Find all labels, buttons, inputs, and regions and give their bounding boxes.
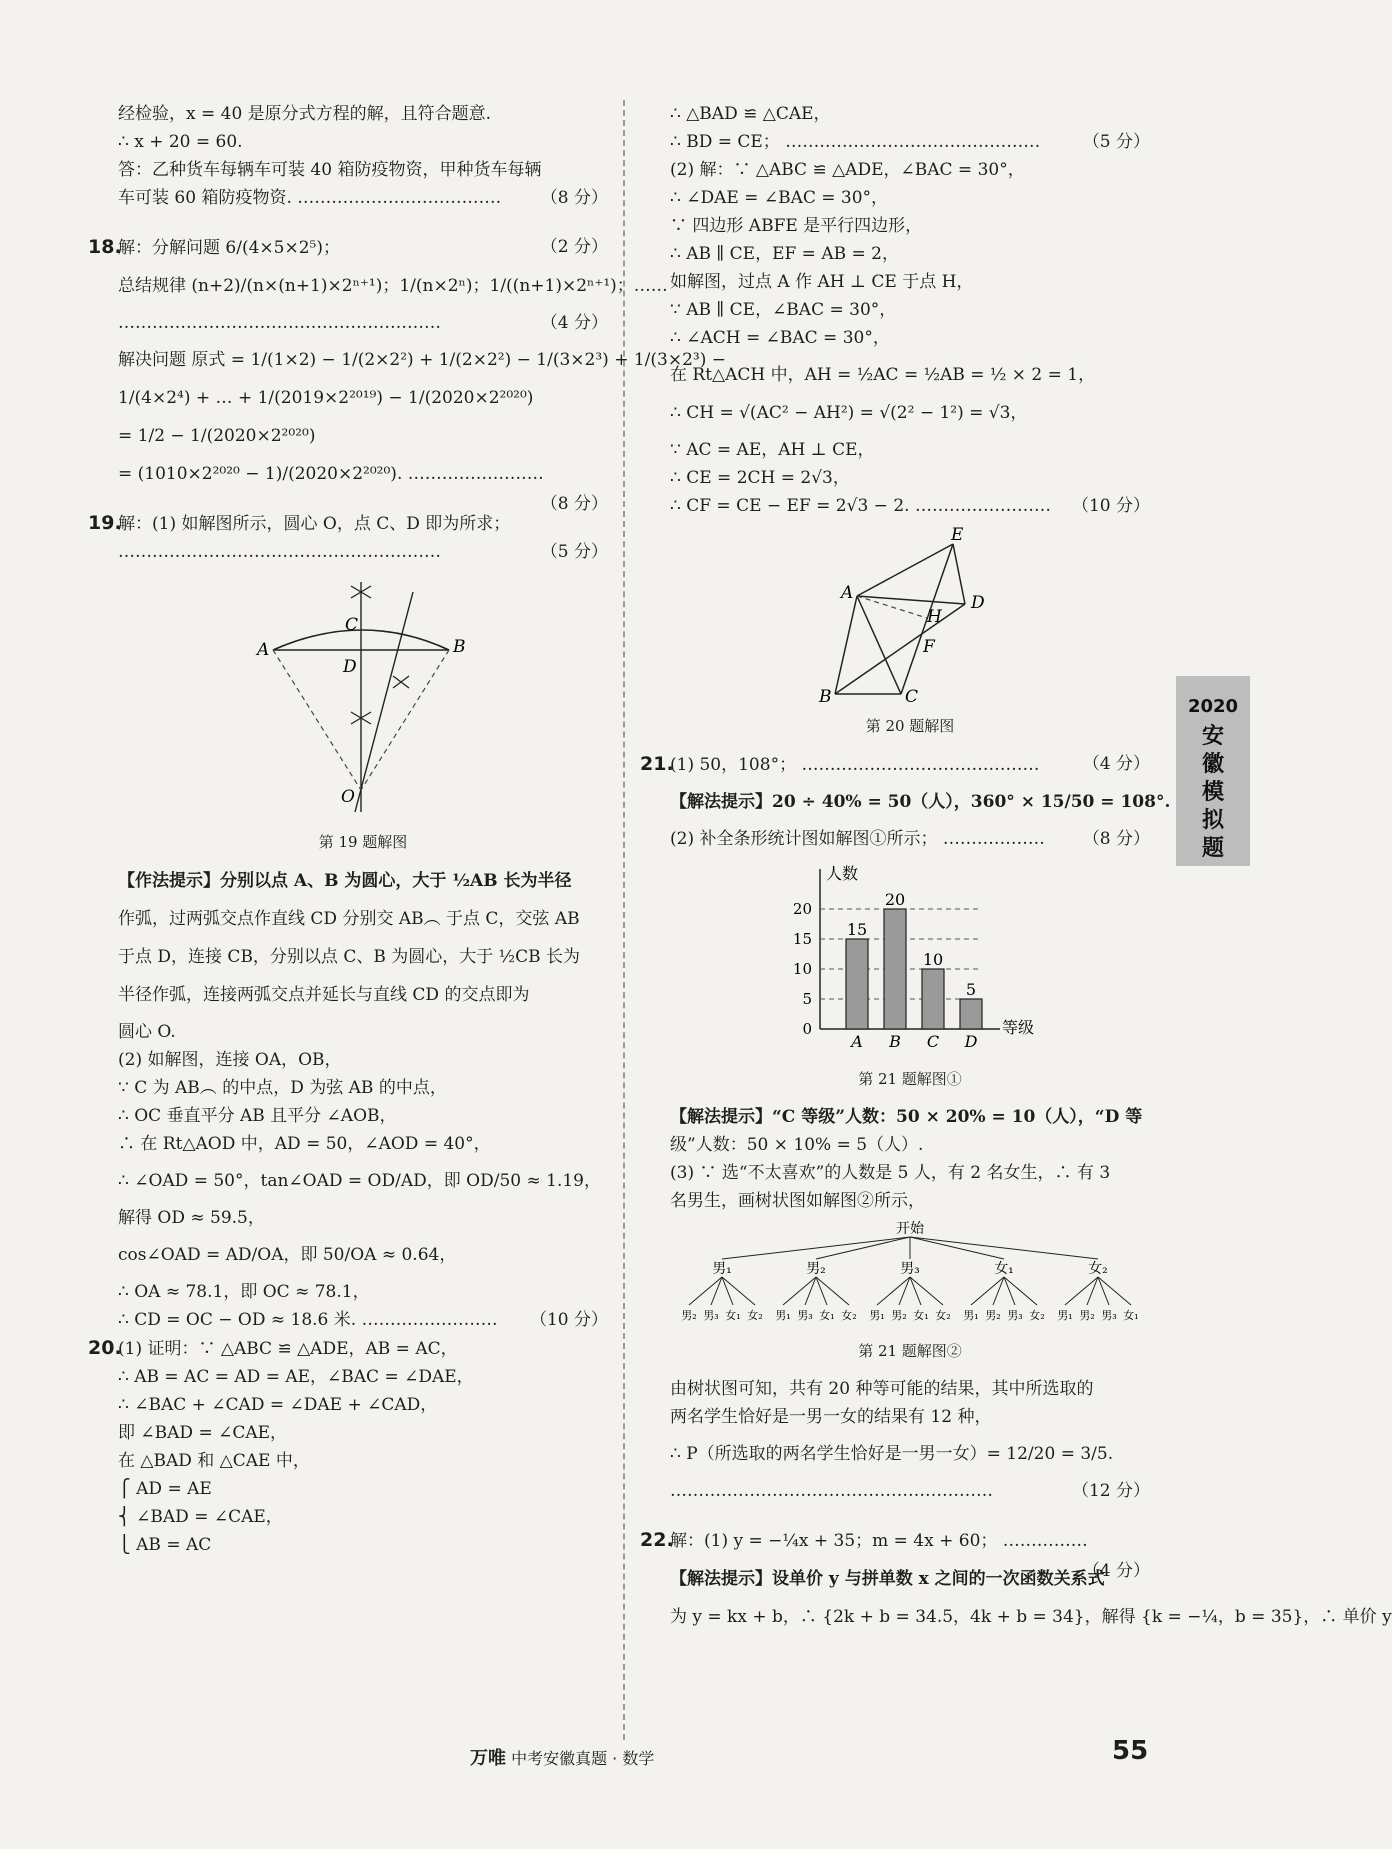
q20-line-2: ∴ AB = AC = AD = AE，∠BAC = ∠DAE， [118,1367,474,1387]
q19-part2-8: ∴ OA ≈ 78.1，即 OC ≈ 78.1， [118,1282,370,1302]
tree-edge [1098,1277,1131,1305]
side-tab-text: 安徽模拟题 [1201,724,1224,861]
fig20-bd [835,604,965,694]
tree-edge [910,1277,943,1305]
y-tick-label: 20 [792,900,812,918]
tree-node-l2: 男₃ [797,1309,813,1322]
tree-node-l1: 男₁ [712,1261,732,1277]
q17-line-3: 答：乙种货车每辆车可装 40 箱防疫物资，甲种货车每辆 [118,160,542,180]
q20-part2-1: (2) 解：∵ △ABC ≌ △ADE，∠BAC = 30°， [670,160,1025,180]
fig20-ed [953,544,965,604]
fig19-label-o: O [341,787,355,807]
q20-part2-3: ∵ 四边形 ABFE 是平行四边形， [670,216,923,236]
y-tick-label: 15 [792,930,812,948]
column-divider [623,100,625,1740]
q20-part2-5: 如解图，过点 A 作 AH ⊥ CE 于点 H， [670,272,974,292]
fig20-label-f: F [923,637,935,657]
q19-hint-4: 半径作弧，连接两弧交点并延长与直线 CD 的交点即为 [118,985,530,1005]
side-tab-year: 2020 [1187,696,1239,717]
fig20-ad [857,596,965,604]
y-tick-label: 5 [802,990,812,1008]
q20-part2-10: ∵ AC = AE，AH ⊥ CE， [670,440,875,460]
fig20-label-c: C [905,687,919,707]
fig19-label-d: D [343,657,357,677]
tree-node-l2: 女₁ [913,1309,929,1322]
fig20-label-a: A [841,583,854,603]
q21-hint-2b: 级”人数：50 × 10% = 5（人）. [670,1135,924,1155]
q21-number: 21. [640,753,674,775]
q20-line-4: 即 ∠BAD = ∠CAE， [118,1423,288,1443]
q19-part2-1: (2) 如解图，连接 OA，OB， [118,1050,342,1070]
tree-node-l2: 女₂ [1029,1309,1045,1322]
q19-line-2: ………………………………………………… （5 分） [118,542,608,562]
fig19-label-b: B [453,637,466,657]
q19-part2-4: ∴ 在 Rt△AOD 中，AD = 50，∠AOD = 40°， [118,1134,491,1154]
fig20-label-h: H [927,607,942,627]
x-tick-label: D [964,1032,978,1051]
q19-part2-2: ∵ C 为 AB︵ 的中点，D 为弦 AB 的中点， [118,1078,447,1098]
q18-line-3: ………………………………………………… （4 分） [118,313,608,333]
tree-node-l2: 男₃ [1007,1309,1023,1322]
tree-node-l2: 男₁ [1057,1309,1073,1322]
tree-edge [971,1277,1004,1305]
q19-part2-3: ∴ OC 垂直平分 AB 且平分 ∠AOB， [118,1106,397,1126]
q20-cont-2: ∴ BD = CE； ……………………………………… （5 分） [670,132,1150,152]
bar-C [922,969,944,1029]
tree-edge [783,1277,816,1305]
bar-B [884,909,906,1029]
tree-edge [816,1277,849,1305]
bar-label-D: 5 [965,980,977,999]
bar-label-C: 10 [922,950,944,969]
tree-edge [1065,1277,1098,1305]
tree-node-l2: 男₂ [891,1309,907,1322]
fig19-line-ob [361,650,449,790]
q20-line-1: 20.(1) 证明：∵ △ABC ≌ △ADE，AB = AC， [118,1334,608,1363]
q20-part2-9: ∴ CH = √(AC² − AH²) = √(2² − 1²) = √3， [670,403,1028,423]
bar-D [960,999,982,1029]
q19-part2-6: 解得 OD ≈ 59.5， [118,1208,265,1228]
fig19-caption: 第 19 题解图 [318,833,408,851]
tree-node-l2: 男₁ [869,1309,885,1322]
tree-node-l1: 女₁ [994,1261,1014,1277]
tree-node-l2: 男₃ [703,1309,719,1322]
q19-part2-9: ∴ CD = OC − OD ≈ 18.6 米. …………………… （10 分） [118,1310,608,1330]
figure-19 [243,572,483,822]
q18-line-5: 1/(4×2⁴) + … + 1/(2019×2²⁰¹⁹) − 1/(2020×2²⁰²⁰) [118,388,534,408]
fig20-label-e: E [951,525,964,545]
tree-root: 开始 [896,1221,924,1237]
tree-edge [910,1237,1098,1259]
figure-20 [805,526,1015,706]
tree-node-l2: 女₂ [841,1309,857,1322]
y-axis-label: 人数 [826,864,859,883]
q18-number: 18. [88,236,122,258]
q21-part3b-1: 由树状图可知，共有 20 种等可能的结果，其中所选取的 [670,1379,1094,1399]
q19-number: 19. [88,512,122,534]
fig20-label-b: B [819,687,832,707]
tree-edge [910,1237,1004,1259]
tree-node-l2: 女₁ [819,1309,835,1322]
q21-part3-1: (3) ∵ 选“不太喜欢”的人数是 5 人，有 2 名女生，∴ 有 3 [670,1163,1111,1183]
q22-number: 22. [640,1529,674,1551]
fig19-label-a: A [257,640,270,660]
figure-21-tree-diagram [675,1221,1145,1331]
q21-line-1: 21.(1) 50，108°； …………………………………… （4 分） [670,750,1150,779]
tree-node-l2: 男₂ [985,1309,1001,1322]
tree-edge [1004,1277,1037,1305]
q22-hint-2: 为 y = kx + b，∴ {2k + b = 34.5，4k + b = 34}，解得 {k = −¼，b = 35}，∴ 单价 y [670,1607,1392,1627]
x-tick-label: A [851,1032,863,1051]
q20-line-8: ⎩ AB = AC [118,1535,212,1555]
q19-hint-3: 于点 D，连接 CB，分别以点 C、B 为圆心，大于 ½CB 长为 [118,947,581,967]
q22-hint-1: 【解法提示】设单价 y 与拼单数 x 之间的一次函数关系式 [670,1569,1105,1589]
fig21-caption: 第 21 题解图① [858,1070,962,1088]
bar-label-A: 15 [846,920,868,939]
q19-hint-2: 作弧，过两弧交点作直线 CD 分别交 AB︵ 于点 C，交弦 AB [118,909,580,929]
q20-part2-7: ∴ ∠ACH = ∠BAC = 30°， [670,328,890,348]
figure-21-bar-chart [780,859,1040,1059]
fig20-ac [857,596,901,694]
q22-line-1: 22.解：(1) y = −¼x + 35；m = 4x + 60； …………… （4 分） [670,1525,1150,1556]
q20-part2-11: ∴ CE = 2CH = 2√3， [670,468,850,488]
q20-number: 20. [88,1337,122,1359]
tree-node-l2: 男₃ [1101,1309,1117,1322]
tree-edge [722,1277,755,1305]
q19-line-1: 19.解：(1) 如解图所示，圆心 O，点 C、D 即为所求； [118,509,608,538]
q17-line-1: 经检验，x = 40 是原分式方程的解，且符合题意. [118,104,492,124]
tree-node-l1: 男₂ [806,1261,826,1277]
bar-A [846,939,868,1029]
q18-line-7: = (1010×2²⁰²⁰ − 1)/(2020×2²⁰²⁰). …………………… （8 分） [118,464,608,514]
tree-node-l2: 男₂ [681,1309,697,1322]
y-tick-label: 0 [802,1020,812,1038]
x-tick-label: C [926,1032,940,1051]
tree-node-l2: 男₁ [775,1309,791,1322]
q21-part3b-2: 两名学生恰好是一男一女的结果有 12 种， [670,1407,992,1427]
tree-node-l2: 女₁ [725,1309,741,1322]
fig20-label-d: D [971,593,985,613]
q17-line-4: 车可装 60 箱防疫物资. ……………………………… （8 分） [118,184,608,212]
q17-line-2: ∴ x + 20 = 60. [118,132,243,152]
q19-hint-5: 圆心 O. [118,1022,176,1042]
tree-edge [816,1237,910,1259]
page-number: 55 [1112,1736,1149,1766]
q20-part2-12: ∴ CF = CE − EF = 2√3 − 2. …………………… （10 分） [670,496,1150,516]
y-tick-label: 10 [792,960,812,978]
q20-line-5: 在 △BAD 和 △CAE 中， [118,1451,310,1471]
tree-node-l2: 女₂ [935,1309,951,1322]
q19-part2-5: ∴ ∠OAD = 50°，tan∠OAD = OD/AD，即 OD/50 ≈ 1.19， [118,1171,601,1191]
tree-edge [722,1237,910,1259]
q20-cont-1: ∴ △BAD ≌ △CAE， [670,104,831,124]
tree-node-l2: 女₁ [1123,1309,1139,1322]
fig21b-caption: 第 21 题解图② [858,1342,962,1360]
tree-node-l2: 男₁ [963,1309,979,1322]
q20-part2-4: ∴ AB ∥ CE，EF = AB = 2， [670,244,899,264]
q20-part2-8: 在 Rt△ACH 中，AH = ½AC = ½AB = ½ × 2 = 1， [670,365,1096,385]
q17-points: （8 分） [540,188,608,208]
q21-part3b-3: ∴ P（所选取的两名学生恰好是一男一女）= 12/20 = 3/5. [670,1444,1114,1464]
q19-hint-1: 【作法提示】分别以点 A、B 为圆心，大于 ½AB 长为半径 [118,871,572,891]
x-tick-label: B [889,1032,901,1051]
q20-line-7: ⎨ ∠BAD = ∠CAE， [118,1507,283,1527]
fig20-caption: 第 20 题解图 [865,717,955,735]
fig19-label-c: C [345,615,359,635]
q21-hint-2a: 【解法提示】“C 等级”人数：50 × 20% = 10（人），“D 等 [670,1107,1143,1127]
tree-node-l1: 女₂ [1088,1261,1108,1277]
q18-line-1: 18.解：分解问题 6/(4×5×2⁵)； （2 分） [118,232,608,263]
q20-line-6: ⎧ AD = AE [118,1479,212,1499]
x-axis-label: 等级 [1002,1018,1035,1037]
fig20-ae [857,544,953,596]
tree-edge [877,1277,910,1305]
footer [470,1744,654,1770]
q18-line-6: = 1/2 − 1/(2020×2²⁰²⁰) [118,426,316,446]
tree-edge [689,1277,722,1305]
bar-label-B: 20 [884,890,906,909]
q19-part2-7: cos∠OAD = AD/OA，即 50/OA ≈ 0.64， [118,1245,457,1265]
q20-line-3: ∴ ∠BAC + ∠CAD = ∠DAE + ∠CAD， [118,1395,438,1415]
q21-line-2: (2) 补全条形统计图如解图①所示； ……………… （8 分） [670,829,1150,849]
q18-line-2: 总结规律 (n+2)/(n×(n+1)×2ⁿ⁺¹)；1/(n×2ⁿ)；1/((n+1)×2ⁿ⁺¹)；…… [118,276,668,296]
q21-hint-1: 【解法提示】20 ÷ 40% = 50（人），360° × 15/50 = 108°. [670,792,1171,812]
q21-part3b-4: ………………………………………………… （12 分） [670,1481,1150,1501]
q20-part2-2: ∴ ∠DAE = ∠BAC = 30°， [670,188,889,208]
tree-node-l2: 女₂ [747,1309,763,1322]
fig19-arc-mark-3 [393,676,409,688]
fig20-ab [835,596,857,694]
footer-text: 中考安徽真题 · 数学 [511,1749,655,1768]
q21-part3-2: 名男生，画树状图如解图②所示， [670,1191,925,1211]
q20-part2-6: ∵ AB ∥ CE，∠BAC = 30°， [670,300,897,320]
side-tab [1176,676,1250,866]
tree-node-l2: 男₂ [1079,1309,1095,1322]
q18-line-4: 解决问题 原式 = 1/(1×2) − 1/(2×2²) + 1/(2×2²) − 1/(3×2³) + 1/(3×2³) − [118,350,726,370]
tree-node-l1: 男₃ [900,1261,920,1277]
footer-brand: 万唯 [470,1748,506,1769]
fig19-bisector-cb [355,592,413,812]
